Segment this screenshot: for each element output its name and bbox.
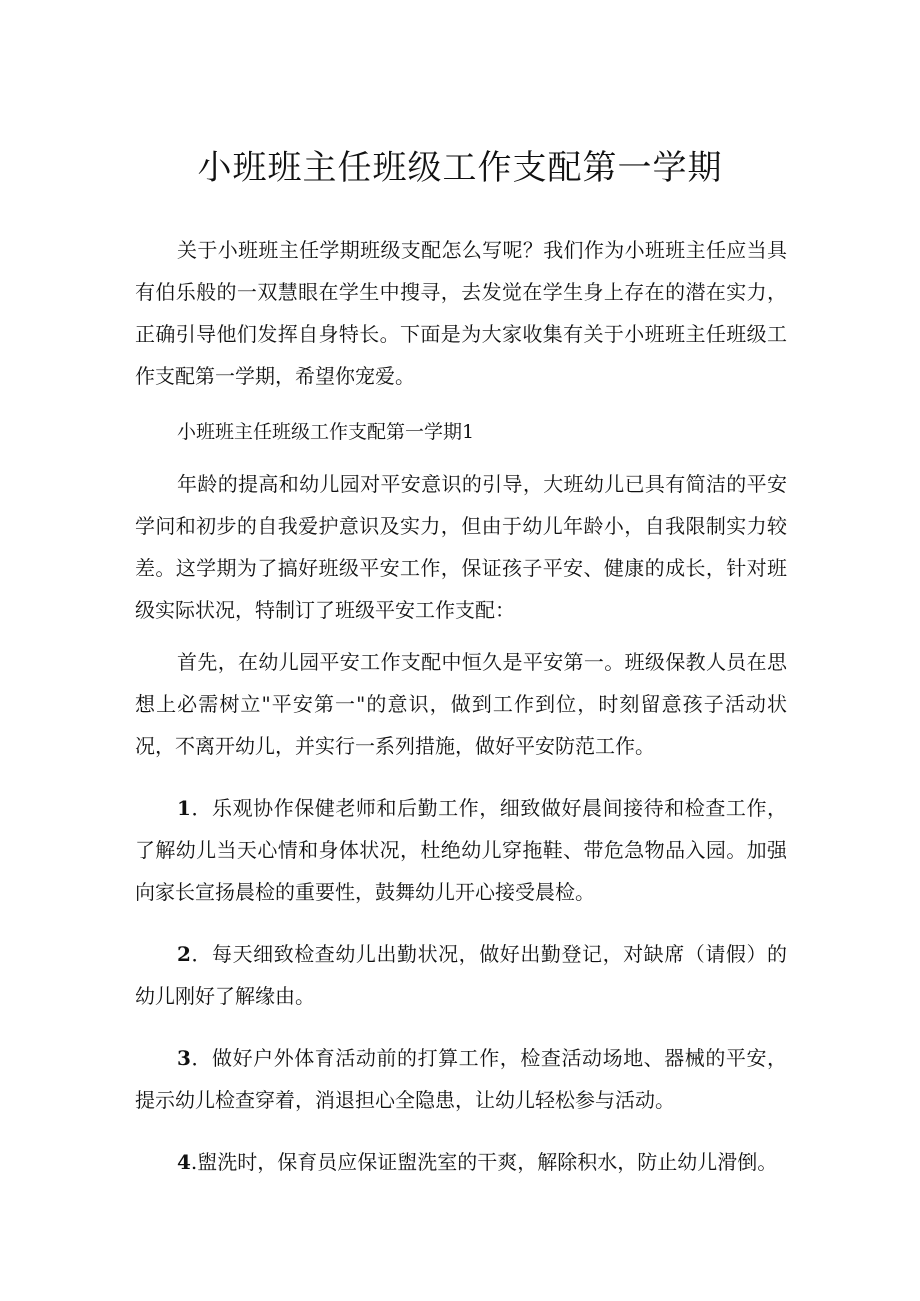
list-item-2 (135, 933, 787, 1017)
list-item-text: .盥洗时，保育员应保证盥洗室的干爽，解除积水，防止幼儿滑倒。 (190, 1150, 778, 1174)
list-item-number: 3 (177, 1046, 191, 1070)
document-title: 小班班主任班级工作支配第一学期 (197, 148, 723, 188)
body-paragraph-1: 年龄的提高和幼儿园对平安意识的引导，大班幼儿已具有简洁的平安学问和初步的自我爱护意识及实力，但由于幼儿年龄小，自我限制实力较差。这学期为了搞好班级平安工作，保证孩子平安、健康的成长，针对班级实际状况，特制订了班级平安工作支配： (135, 472, 787, 622)
list-item-number: 2 (177, 942, 191, 966)
section-heading: 小班班主任班级工作支配第一学期1 (177, 421, 475, 443)
list-item-number: 4 (177, 1150, 191, 1174)
list-item-1 (135, 787, 787, 913)
list-item-text: ．做好户外体育活动前的打算工作，检查活动场地、器械的平安，提示幼儿检查穿着，消退担心全隐患，让幼儿轻松参与活动。 (135, 1046, 787, 1112)
list-item-3 (135, 1037, 787, 1121)
list-item-4 (135, 1141, 787, 1183)
list-item-text: ．每天细致检查幼儿出勤状况，做好出勤登记，对缺席（请假）的幼儿刚好了解缘由。 (135, 942, 787, 1008)
list-item-text: ．乐观协作保健老师和后勤工作，细致做好晨间接待和检查工作，了解幼儿当天心情和身体状况，杜绝幼儿穿拖鞋、带危急物品入园。加强向家长宣扬晨检的重要性，鼓舞幼儿开心接受晨检。 (135, 796, 787, 904)
body-paragraph-2: 首先，在幼儿园平安工作支配中恒久是平安第一。班级保教人员在思想上必需树立"平安第一"的意识，做到工作到位，时刻留意孩子活动状况，不离开幼儿，并实行一系列措施，做好平安防范工作。 (135, 650, 787, 758)
intro-paragraph: 关于小班班主任学期班级支配怎么写呢？我们作为小班班主任应当具有伯乐般的一双慧眼在学生中搜寻，去发觉在学生身上存在的潜在实力，正确引导他们发挥自身特长。下面是为大家收集有关于小班班主任班级工作支配第一学期，希望你宠爱。 (135, 238, 787, 388)
list-item-number: 1 (177, 796, 191, 820)
document-body (135, 229, 787, 1183)
